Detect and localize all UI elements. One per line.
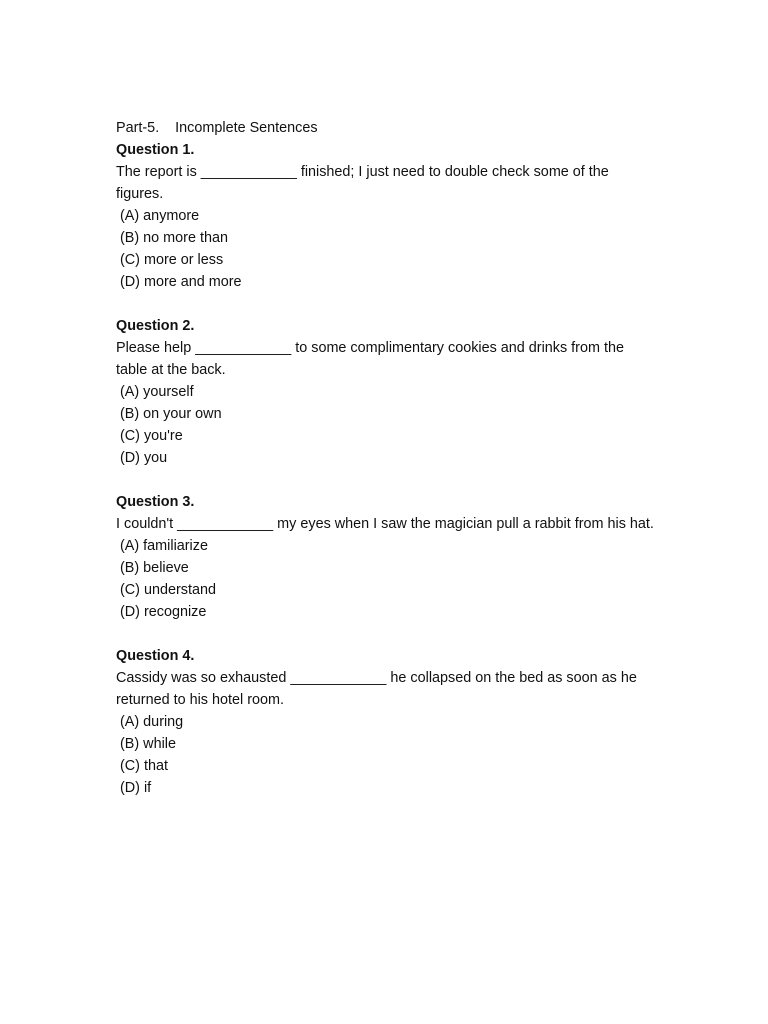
part-heading: Part-5. Incomplete Sentences	[116, 120, 318, 136]
option-c: (C) you're	[120, 428, 183, 444]
option-b: (B) believe	[120, 560, 189, 576]
question-3	[116, 491, 656, 623]
option-d: (D) if	[120, 780, 152, 796]
option-b: (B) on your own	[120, 406, 222, 422]
option-c: (C) more or less	[120, 252, 224, 268]
question-title: Question 3.	[116, 494, 195, 510]
question-title: Question 1.	[116, 142, 195, 158]
question-title: Question 4.	[116, 648, 195, 664]
option-d: (D) more and more	[120, 274, 242, 290]
question-2	[116, 315, 656, 469]
question-text: Please help ____________ to some complimentary cookies and drinks from the table at the back.	[116, 340, 624, 378]
question-4	[116, 645, 656, 799]
option-a: (A) during	[120, 714, 184, 730]
document-page	[116, 117, 656, 821]
question-1	[116, 139, 656, 293]
question-text: The report is ____________ finished; I just need to double check some of the figures.	[116, 164, 609, 202]
question-text: I couldn't ____________ my eyes when I saw the magician pull a rabbit from his hat.	[116, 516, 654, 532]
option-d: (D) recognize	[120, 604, 207, 620]
option-a: (A) yourself	[120, 384, 194, 400]
option-a: (A) familiarize	[120, 538, 208, 554]
question-text: Cassidy was so exhausted ____________ he collapsed on the bed as soon as he returned to his hotel room.	[116, 670, 637, 708]
option-b: (B) no more than	[120, 230, 228, 246]
option-a: (A) anymore	[120, 208, 200, 224]
option-d: (D) you	[120, 450, 168, 466]
question-title: Question 2.	[116, 318, 195, 334]
option-list	[116, 381, 656, 469]
option-c: (C) that	[120, 758, 168, 774]
option-b: (B) while	[120, 736, 176, 752]
option-list	[116, 535, 656, 623]
option-list	[116, 205, 656, 293]
option-c: (C) understand	[120, 582, 216, 598]
option-list	[116, 711, 656, 799]
